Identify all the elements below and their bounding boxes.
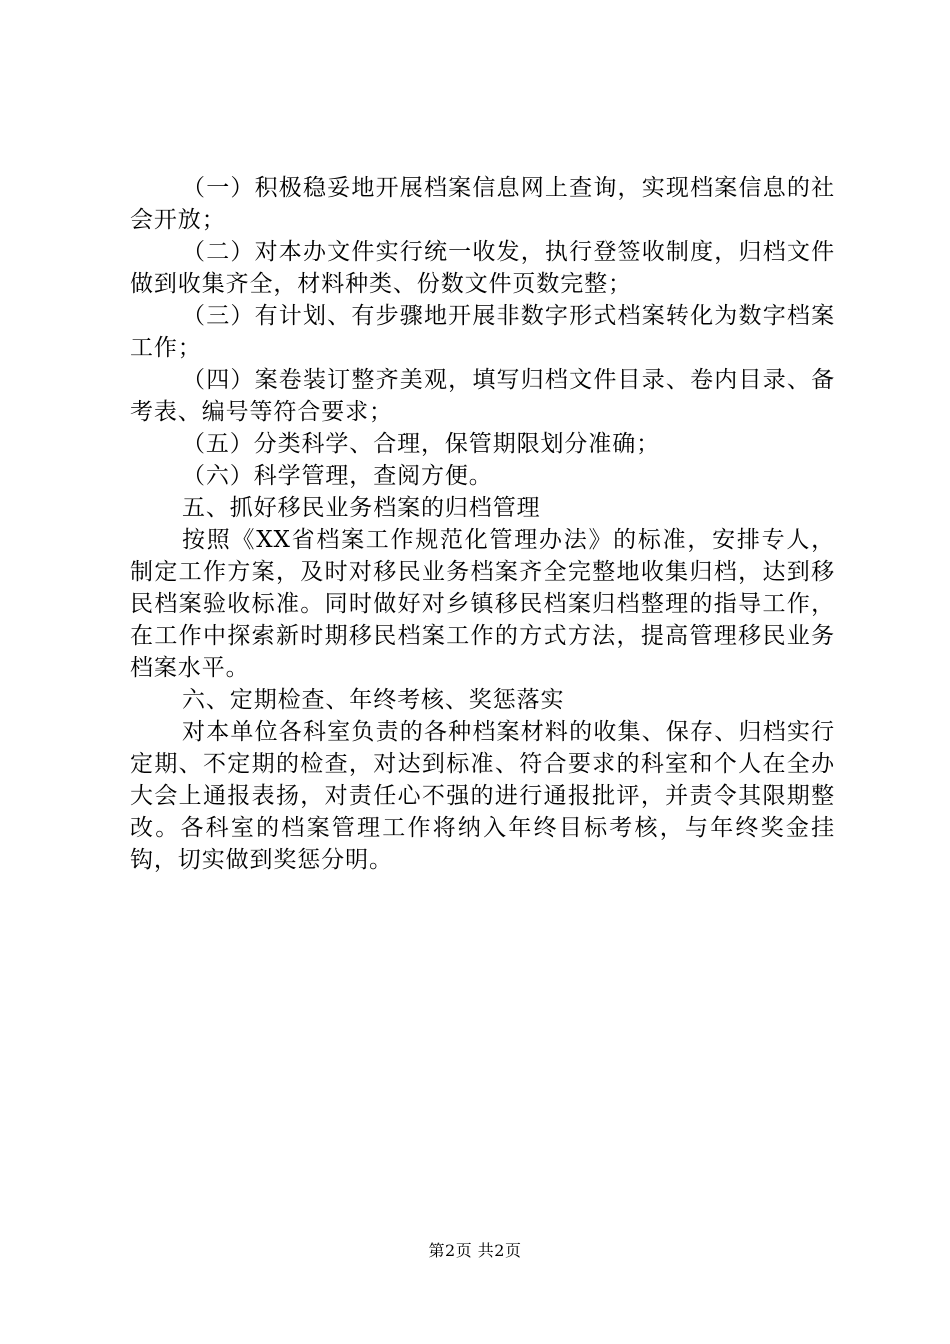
paragraph-item-5: （五）分类科学、合理，保管期限划分准确； (182, 431, 660, 457)
page-number-label: 第2页 共2页 (428, 1241, 522, 1260)
paragraph-item-4: （四）案卷装订整齐美观，填写归档文件目录、卷内目录、备考表、编号等符合要求； (130, 367, 835, 425)
paragraph-item-1: （一）积极稳妥地开展档案信息网上查询，实现档案信息的社会开放； (130, 175, 835, 233)
paragraph-item-6: （六）科学管理，查阅方便。 (182, 463, 493, 489)
paragraph-item-3: （三）有计划、有步骤地开展非数字形式档案转化为数字档案工作； (130, 303, 835, 361)
page-footer (0, 1240, 950, 1262)
document-body (130, 172, 835, 876)
paragraph-item-2: （二）对本办文件实行统一收发，执行登签收制度，归档文件做到收集齐全，材料种类、份数文件页数完整； (130, 239, 835, 297)
section-5-body: 按照《XX省档案工作规范化管理办法》的标准，安排专人，制定工作方案，及时对移民业务档案齐全完整地收集归档，达到移民档案验收标准。同时做好对乡镇移民档案归档整理的指导工作，在工作中探索新时期移民档案工作的方式方法，提高管理移民业务档案水平。 (130, 527, 835, 681)
section-6-body: 对本单位各科室负责的各种档案材料的收集、保存、归档实行定期、不定期的检查，对达到标准、符合要求的科室和个人在全办大会上通报表扬，对责任心不强的进行通报批评，并责令其限期整改。各科室的档案管理工作将纳入年终目标考核，与年终奖金挂钩，切实做到奖惩分明。 (130, 719, 835, 873)
section-heading-6: 六、定期检查、年终考核、奖惩落实 (182, 687, 565, 713)
section-heading-5: 五、抓好移民业务档案的归档管理 (182, 495, 541, 521)
